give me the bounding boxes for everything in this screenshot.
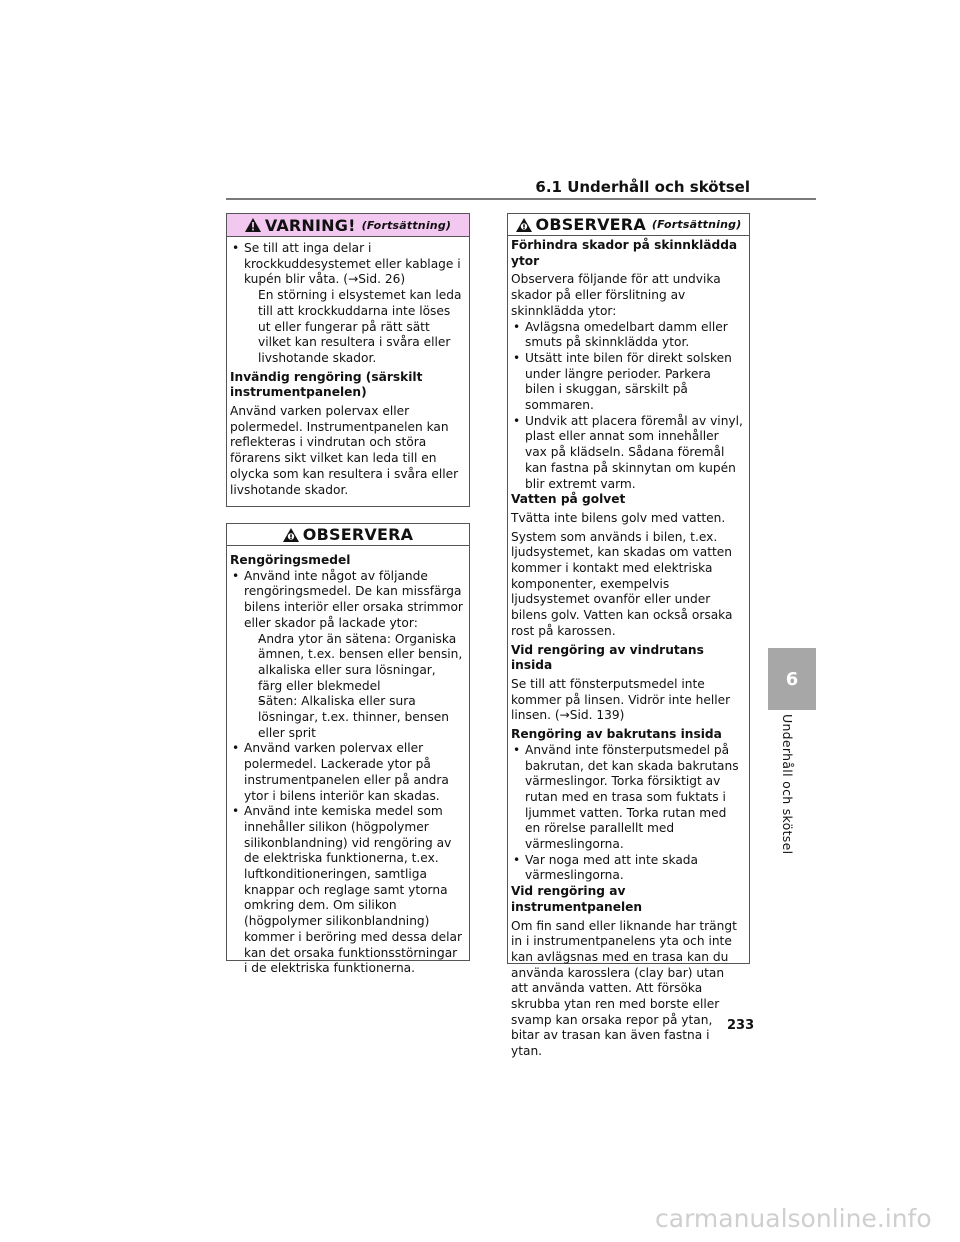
notice-box-header xyxy=(227,524,469,546)
section-heading: Vid rengöring av instrumentpanelen xyxy=(511,884,643,914)
list-item: • Var noga med att inte skada värmeslingorna. xyxy=(511,853,743,884)
warning-box-header xyxy=(227,214,469,237)
section-title: 6.1 Underhåll och skötsel xyxy=(535,178,750,196)
paragraph: Om fin sand eller liknande har trängt in i instrumentpanelens yta och inte kan avlägsnas med en trasa kan du använda karosslera (clay bar) utan att använda vatten. Att försöka skrubba ytan ren med borste eller svamp kan orsaka repor på ytan, bitar av trasan kan även fastna i ytan. xyxy=(511,918,737,1059)
notice-icon xyxy=(283,528,299,542)
bullet-text: Se till att inga delar i krockkuddesystemet eller kablage i kupén blir våta. (→Sid. 26) xyxy=(244,241,461,287)
list-item: • Använd varken polervax eller polermedel. Lackerade ytor på instrumentpanelen eller på andra ytor i bilens interiör kan skadas. xyxy=(230,741,463,804)
bullet-text: Använd inte något av följande rengöringsmedel. De kan missfärga bilens interiör eller orsaka strimmor eller skador på lackade ytor: xyxy=(244,568,463,630)
list-item xyxy=(230,241,463,367)
list-item: • Avlägsna omedelbart damm eller smuts på skinnklädda ytor. xyxy=(511,320,743,351)
notice-title: OBSERVERA xyxy=(302,525,414,544)
notice-box-header xyxy=(508,214,749,236)
continued-label: (Fortsättning) xyxy=(651,218,742,231)
list-item: • Undvik att placera föremål av vinyl, plast eller annat som innehåller vax på klädseln. Sådana föremål kan fastna på skinnytan om kupén blir extremt varm. xyxy=(511,414,743,493)
paragraph: Använd varken polervax eller polermedel. Instrumentpanelen kan reflekteras i vindrutan och störa förarens sikt vilket kan leda till en olycka som kan resultera i svåra eller livshotande skador. xyxy=(230,404,459,497)
notice-body xyxy=(508,236,749,1067)
list-item: • Utsätt inte bilen för direkt solsken under längre perioder. Parkera bilen i skuggan, särskilt på sommaren. xyxy=(511,351,743,414)
paragraph: System som används i bilen, t.ex. ljudsystemet, kan skadas om vatten kommer i kontakt med elektriska komponenter, exempelvis ljudsystemet ovanför eller under bilens golv. Vatten kan också orsaka rost på karossen. xyxy=(511,529,733,638)
paragraph: Se till att fönsterputsmedel inte kommer på linsen. Vidrör inte heller linsen. (→Sid. 139) xyxy=(511,676,731,723)
warning-title: VARNING! xyxy=(264,215,356,235)
sub-list-item: – Andra ytor än sätena: Organiska ämnen, t.ex. bensen eller bensin, alkaliska eller sura lösningar, färg eller blekmedel xyxy=(244,632,463,695)
section-heading: Rengöring av bakrutans insida xyxy=(511,727,722,742)
list-item: • Använd inte fönsterputsmedel på bakrutan, det kan skada bakrutans värmeslingor. Torka försiktigt av rutan med en trasa som fuktats i ljummet vatten. Torka rutan med en rörelse parallellt med värmeslingorna. xyxy=(511,743,743,853)
watermark: carmanualsonline.info xyxy=(655,1204,932,1233)
notice-icon xyxy=(516,218,532,232)
warning-box xyxy=(226,213,470,507)
warning-triangle-icon xyxy=(245,218,261,232)
list-item: • Använd inte kemiska medel som innehåller silikon (högpolymer silikonblandning) vid rengöring av de elektriska funktionerna, t.ex. luftkonditioneringen, samtliga knappar och reglage samt ytorna omkring dem. Om silikon (högpolymer silikonblandning) kommer i beröring med dessa delar kan det orsaka funktionsstörningar i de elektriska funktionerna. xyxy=(230,804,463,977)
page-number: 233 xyxy=(727,1018,755,1033)
notice-box xyxy=(226,523,470,976)
chapter-label: Underhåll och skötsel xyxy=(780,714,795,855)
chapter-tab[interactable]: 6 xyxy=(768,648,816,710)
bullet-note: En störning i elsystemet kan leda till att krockkuddarna inte löses ut eller fungerar på rätt sätt vilket kan resultera i svåra eller livshotande skador. xyxy=(258,288,462,365)
section-heading: Vatten på golvet xyxy=(511,492,626,507)
continued-label: (Fortsättning) xyxy=(361,218,452,232)
section-heading: Rengöringsmedel xyxy=(230,553,351,567)
notice-title: OBSERVERA xyxy=(535,215,646,234)
warning-body xyxy=(227,237,469,505)
section-heading: Invändig rengöring (särskilt instrumentpanelen) xyxy=(230,369,423,400)
paragraph: Observera följande för att undvika skador på eller förslitning av skinnklädda ytor: xyxy=(511,272,721,318)
list-item xyxy=(230,569,463,742)
sub-list-item: – Säten: Alkaliska eller sura lösningar, t.ex. thinner, bensen eller sprit xyxy=(244,694,463,741)
paragraph: Tvätta inte bilens golv med vatten. xyxy=(511,510,726,525)
header-rule xyxy=(226,198,816,200)
section-heading: Vid rengöring av vindrutans insida xyxy=(511,642,704,673)
notice-body xyxy=(227,546,469,981)
section-heading: Förhindra skador på skinnklädda ytor xyxy=(511,238,738,268)
